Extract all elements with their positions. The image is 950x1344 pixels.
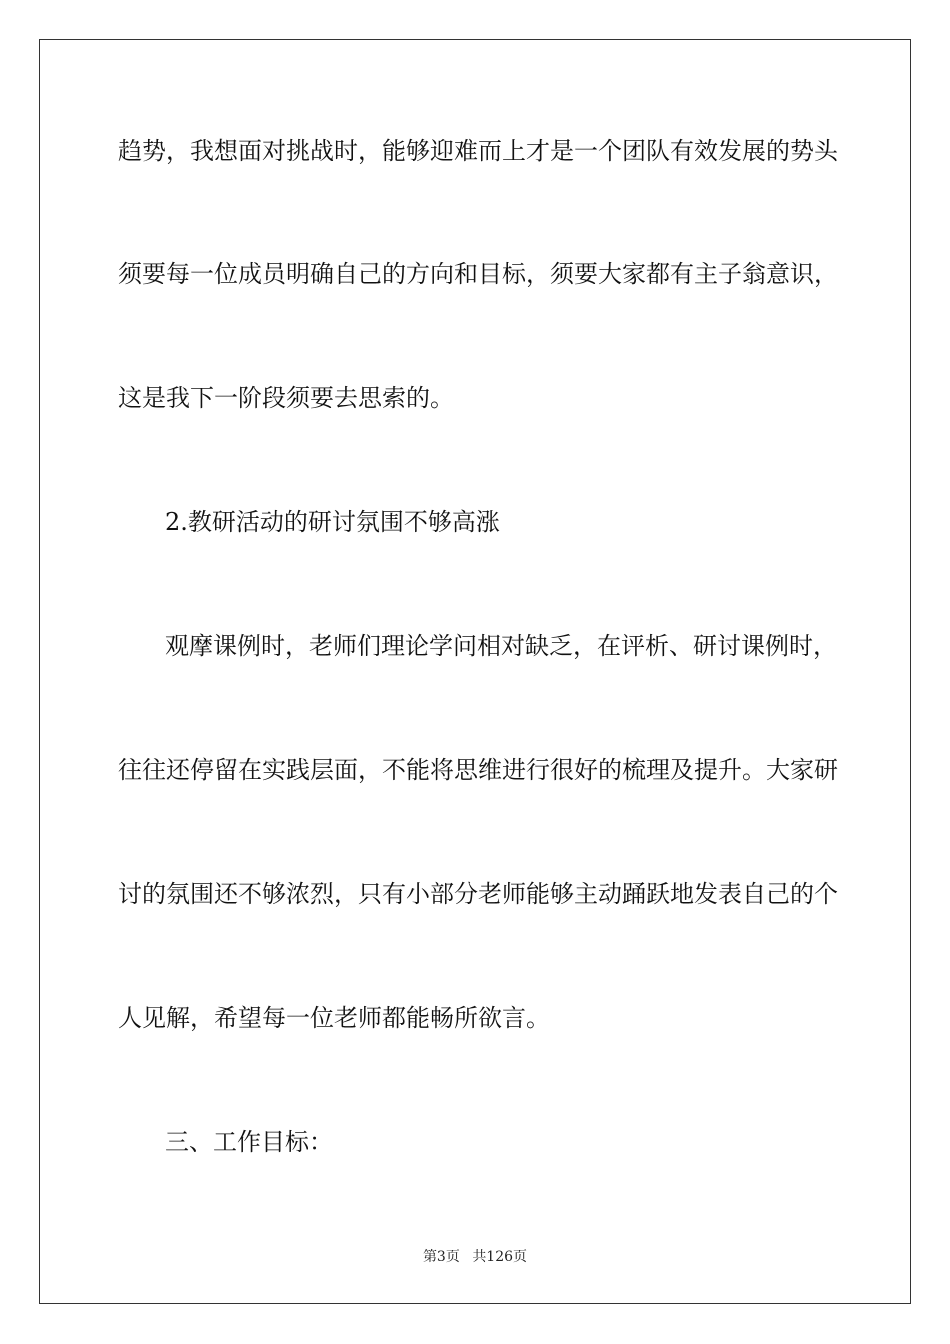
paragraph-line-5: 观摩课例时，老师们理论学问相对缺乏，在评析、研讨课例时， bbox=[165, 632, 837, 660]
section-heading-2: 2.教研活动的研讨氛围不够高涨 bbox=[165, 508, 500, 536]
page-footer bbox=[0, 1248, 950, 1266]
paragraph-line-6: 往往还停留在实践层面，不能将思维进行很好的梳理及提升。大家研 bbox=[118, 756, 838, 784]
paragraph-line-3: 这是我下一阶段须要去思索的。 bbox=[118, 384, 454, 412]
page-border bbox=[39, 39, 911, 1304]
paragraph-line-8: 人见解，希望每一位老师都能畅所欲言。 bbox=[118, 1004, 550, 1032]
page-total: 共126页 bbox=[472, 1249, 528, 1265]
paragraph-line-1: 趋势，我想面对挑战时，能够迎难而上才是一个团队有效发展的势头 bbox=[118, 137, 838, 165]
section-heading-3: 三、工作目标： bbox=[165, 1128, 333, 1156]
paragraph-line-7: 讨的氛围还不够浓烈，只有小部分老师能够主动踊跃地发表自己的个 bbox=[118, 880, 838, 908]
page-number: 第3页 bbox=[422, 1249, 460, 1265]
paragraph-line-2: 须要每一位成员明确自己的方向和目标，须要大家都有主子翁意识， bbox=[118, 260, 838, 288]
